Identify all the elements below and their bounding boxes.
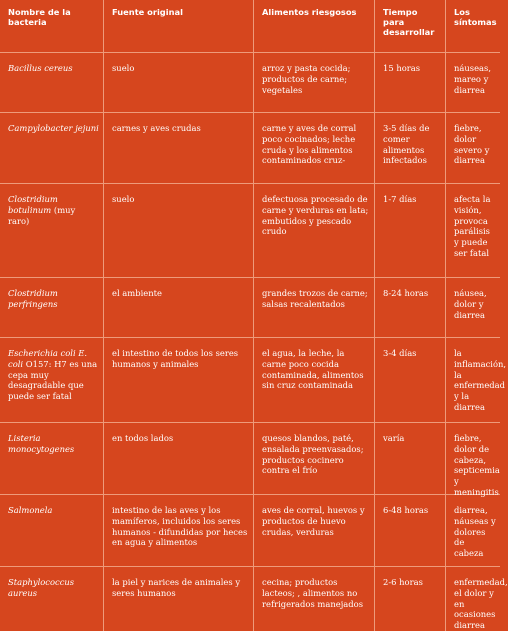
bacteria-name: Bacillus cereus [0,53,104,112]
symptoms-cell: diarrea, náuseas y dolores de cabeza [454,505,496,559]
table-row [0,495,500,567]
header-time: Tiempo para desarrollar [375,0,446,52]
source-cell: intestino de las aves y los mamíferos, incluidos los seres humanos - difundidas por heces en agua y alimentos [104,495,254,566]
time-cell: 3-4 días [375,338,446,422]
bacteria-name: Salmonela [0,495,104,566]
symptoms-cell: náusea, dolor y diarrea [454,288,487,320]
header-risky-foods: Alimentos riesgosos [254,0,375,52]
bacteria-name: Clostridium perfringens [0,278,104,337]
foods-cell: quesos blandos, paté, ensalada preenvasados; productos cocinero contra el frío [254,423,375,498]
symptoms-cell: fiebre, dolor severo y diarrea [454,123,490,166]
foods-cell: cecina; productos lacteos; , alimentos no refrigerados manejados [254,567,375,631]
source-cell: suelo [104,53,254,112]
source-cell: la piel y narices de animales y seres humanos [104,567,254,631]
foods-cell: el agua, la leche, la carne poco cocida contaminada, alimentos sin cruz contaminada [254,338,375,422]
symptoms-cell: náuseas, mareo y diarrea [454,63,491,95]
time-cell: 2-6 horas [375,567,446,631]
time-cell: 15 horas [375,53,446,112]
source-cell: carnes y aves crudas [104,113,254,183]
symptoms-cell: afecta la visión, provoca parálisis y puede ser fatal [454,194,491,258]
foods-cell: carne y aves de corral poco cocinados; leche cruda y los alimentos contaminados cruz- [254,113,375,183]
source-cell: el intestino de todos los seres humanos y animales [104,338,254,422]
header-symptoms: Los síntomas [454,7,497,27]
bacteria-name: Clostridium botulinum (muy raro) [0,184,104,277]
bacteria-name: Staphylococcus aureus [0,567,104,631]
table-row [0,423,500,495]
table-row [0,113,500,184]
source-cell: el ambiente [104,278,254,337]
bacteria-name: Escherichia coli E. coli O157: H7 es una cepa muy desagradable que puede ser fatal [0,338,104,422]
source-cell: suelo [104,184,254,277]
symptoms-cell: enfermedad, el dolor y en ocasiones diarrea [454,577,508,631]
foods-cell: aves de corral, huevos y productos de huevo crudas, verduras [254,495,375,566]
symptoms-cell: la inflamación, la enfermedad y la diarrea [454,348,507,412]
header-row [0,0,500,53]
symptoms-cell: fiebre, dolor de cabeza, septicemia y meningitis [454,433,500,497]
time-cell: 3-5 días de comer alimentos infectados [375,113,446,183]
table-row [0,184,500,278]
bacteria-name: Listeria monocytogenes [0,423,104,498]
table-row [0,278,500,338]
time-cell: 1-7 días [375,184,446,277]
foods-cell: grandes trozos de carne; salsas recalentados [254,278,375,337]
header-bacteria-name: Nombre de la bacteria [0,0,104,52]
header-source: Fuente original [104,0,254,52]
foods-cell: arroz y pasta cocida; productos de carne; vegetales [254,53,375,112]
time-cell: 8-24 horas [375,278,446,337]
bacteria-name: Campylobacter jejuni [0,113,104,183]
source-cell: en todos lados [104,423,254,498]
table-row [0,53,500,113]
table-row [0,338,507,423]
table-row [0,567,508,631]
time-cell: 6-48 horas [375,495,446,566]
foods-cell: defectuosa procesado de carne y verduras en lata; embutidos y pescado crudo [254,184,375,277]
time-cell: varía [375,423,446,498]
